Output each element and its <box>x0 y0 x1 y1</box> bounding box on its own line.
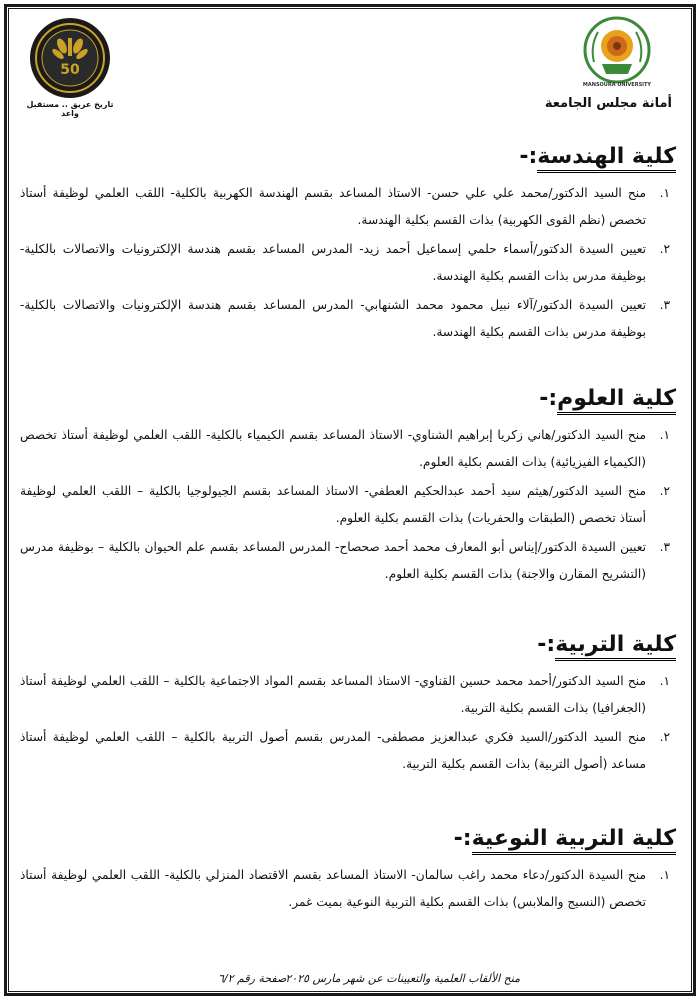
letterhead <box>20 14 680 118</box>
list-item <box>20 422 676 476</box>
item-text: تعيين السيدة الدكتور/أسماء حلمي إسماعيل أحمد زيد- المدرس المساعد بقسم هندسة الإلكترونيات والاتصالات بالكلية- بوظيفة مدرس بذات القسم بكلية الهندسة. <box>20 242 646 283</box>
seal-english-text: MANSOURA UNIVERSITY <box>582 82 652 88</box>
council-title: أمانة مجلس الجامعة <box>544 96 672 111</box>
item-text: تعيين السيدة الدكتور/آلاء نبيل محمود محمد الشنهابي- المدرس المساعد بقسم هندسة الإلكترونيات والاتصالات بالكلية- بوظيفة مدرس بذات القسم بكلية الهندسة. <box>20 298 646 339</box>
item-number: ١. <box>659 868 670 882</box>
section-engineering: كلية الهندسة:- ١. منح السيد الدكتور/محمد علي علي حسن- الاستاذ المساعد بقسم الهندسة الكهربية بالكلية- اللقب العلمي لوظيفة أستاذ تخصص (نظم القوى الكهربية) بذات القسم بكلية الهندسة. ٢. تعيين السيدة الدكتور/أسماء حلمي إسماعيل أحمد زيد- المدرس المساعد بقسم هندسة الإلكترونيات والاتصالات بالكلية- بوظيفة مدرس بذات القسم بكلية الهندسة. ٣. تعيين السيدة الدكتور/آلاء نبيل محمود محمد الشنهابي- المدرس المساعد بقسم هندسة الإلكترونيات والاتصالات بالكلية- بوظيفة مدرس بذات القسم بكلية الهندسة. <box>20 142 676 346</box>
list-item <box>20 668 676 722</box>
decisions-body <box>20 142 676 918</box>
anniversary-logo <box>28 16 112 100</box>
section-title: كلية التربية <box>555 632 676 661</box>
list-item <box>20 236 676 290</box>
item-number: ٢. <box>659 730 670 744</box>
anniversary-number: 50 <box>60 62 80 78</box>
section-title: كلية التربية النوعية <box>472 826 676 855</box>
section-science: كلية العلوم:- ١. منح السيد الدكتور/هاني زكريا إبراهيم الشناوي- الاستاذ المساعد بقسم الكيمياء بالكلية- اللقب العلمي لوظيفة أستاذ تخصص (الكيمياء الفيزيائية) بذات القسم بكلية العلوم. ٢. منح السيد الدكتور/هيثم سيد أحمد عبدالحكيم العطفي- الاستاذ المساعد بقسم الجيولوجيا بالكلية – اللقب العلمي لوظيفة أستاذ تخصص (الطبقات والحفريات) بذات القسم بكلية العلوم. ٣. تعيين السيدة الدكتور/إيناس أبو المعارف محمد أحمد صحصاح- المدرس المساعد بقسم علم الحيوان بالكلية – بوظيفة مدرس (التشريح المقارن والاجنة) بذات القسم بكلية العلوم. <box>20 384 676 588</box>
section-specific-education: كلية التربية النوعية:- ١. منح السيدة الدكتور/دعاء محمد راغب سالمان- الاستاذ المساعد بقسم الاقتصاد المنزلي بالكلية- اللقب العلمي لوظيفة أستاذ تخصص (النسيج والملابس) بذات القسم بكلية التربية النوعية بميت غمر. <box>20 824 676 916</box>
list-item <box>20 724 676 778</box>
item-number: ٢. <box>659 242 670 256</box>
item-text: منح السيدة الدكتور/دعاء محمد راغب سالمان- الاستاذ المساعد بقسم الاقتصاد المنزلي بالكلية- اللقب العلمي لوظيفة أستاذ تخصص (النسيج والملابس) بذات القسم بكلية التربية النوعية بميت غمر. <box>20 868 646 909</box>
item-text: منح السيد الدكتور/محمد علي علي حسن- الاستاذ المساعد بقسم الهندسة الكهربية بالكلية- اللقب العلمي لوظيفة أستاذ تخصص (نظم القوى الكهربية) بذات القسم بكلية الهندسة. <box>20 186 646 227</box>
section-title: كلية الهندسة <box>537 144 676 173</box>
item-text: تعيين السيدة الدكتور/إيناس أبو المعارف محمد أحمد صحصاح- المدرس المساعد بقسم علم الحيوان بالكلية – بوظيفة مدرس (التشريح المقارن والاجنة) بذات القسم بكلية العلوم. <box>20 540 646 581</box>
item-text: منح السيد الدكتور/هاني زكريا إبراهيم الشناوي- الاستاذ المساعد بقسم الكيمياء بالكلية- اللقب العلمي لوظيفة أستاذ تخصص (الكيمياء الفيزيائية) بذات القسم بكلية العلوم. <box>20 428 646 469</box>
anniversary-motto: تاريخ عريق .. مستقبل واعد <box>26 100 114 118</box>
list-item <box>20 478 676 532</box>
page-number: صفحة رقم ٦/٢ <box>218 972 287 985</box>
section-education: كلية التربية:- ١. منح السيد الدكتور/أحمد محمد حسين القناوي- الاستاذ المساعد بقسم المواد الاجتماعية بالكلية – اللقب العلمي لوظيفة أستاذ (الجغرافيا) بذات القسم بكلية التربية. ٢. منح السيد الدكتور/السيد فكري عبدالعزيز مصطفى- المدرس بقسم أصول التربية بالكلية – اللقب العلمي لوظيفة أستاذ مساعد (أصول التربية) بذات القسم بكلية التربية. <box>20 630 676 778</box>
item-number: ٣. <box>659 540 670 554</box>
item-number: ٣. <box>659 298 670 312</box>
item-text: منح السيد الدكتور/السيد فكري عبدالعزيز مصطفى- المدرس بقسم أصول التربية بالكلية – اللقب العلمي لوظيفة أستاذ مساعد (أصول التربية) بذات القسم بكلية التربية. <box>20 730 646 771</box>
item-number: ١. <box>659 186 670 200</box>
university-seal <box>582 16 652 92</box>
item-number: ١. <box>659 674 670 688</box>
list-item <box>20 862 676 916</box>
footer-caption: منح الألقاب العلمية والتعيينات عن شهر مارس ٢٠٢٥ <box>285 972 520 985</box>
item-text: منح السيد الدكتور/أحمد محمد حسين القناوي- الاستاذ المساعد بقسم المواد الاجتماعية بالكلية – اللقب العلمي لوظيفة أستاذ (الجغرافيا) بذات القسم بكلية التربية. <box>20 674 646 715</box>
list-item <box>20 180 676 234</box>
list-item <box>20 292 676 346</box>
list-item <box>20 534 676 588</box>
item-text: منح السيد الدكتور/هيثم سيد أحمد عبدالحكيم العطفي- الاستاذ المساعد بقسم الجيولوجيا بالكلية – اللقب العلمي لوظيفة أستاذ تخصص (الطبقات والحفريات) بذات القسم بكلية العلوم. <box>20 484 646 525</box>
item-number: ٢. <box>659 484 670 498</box>
item-number: ١. <box>659 428 670 442</box>
section-title: كلية العلوم <box>557 386 676 415</box>
